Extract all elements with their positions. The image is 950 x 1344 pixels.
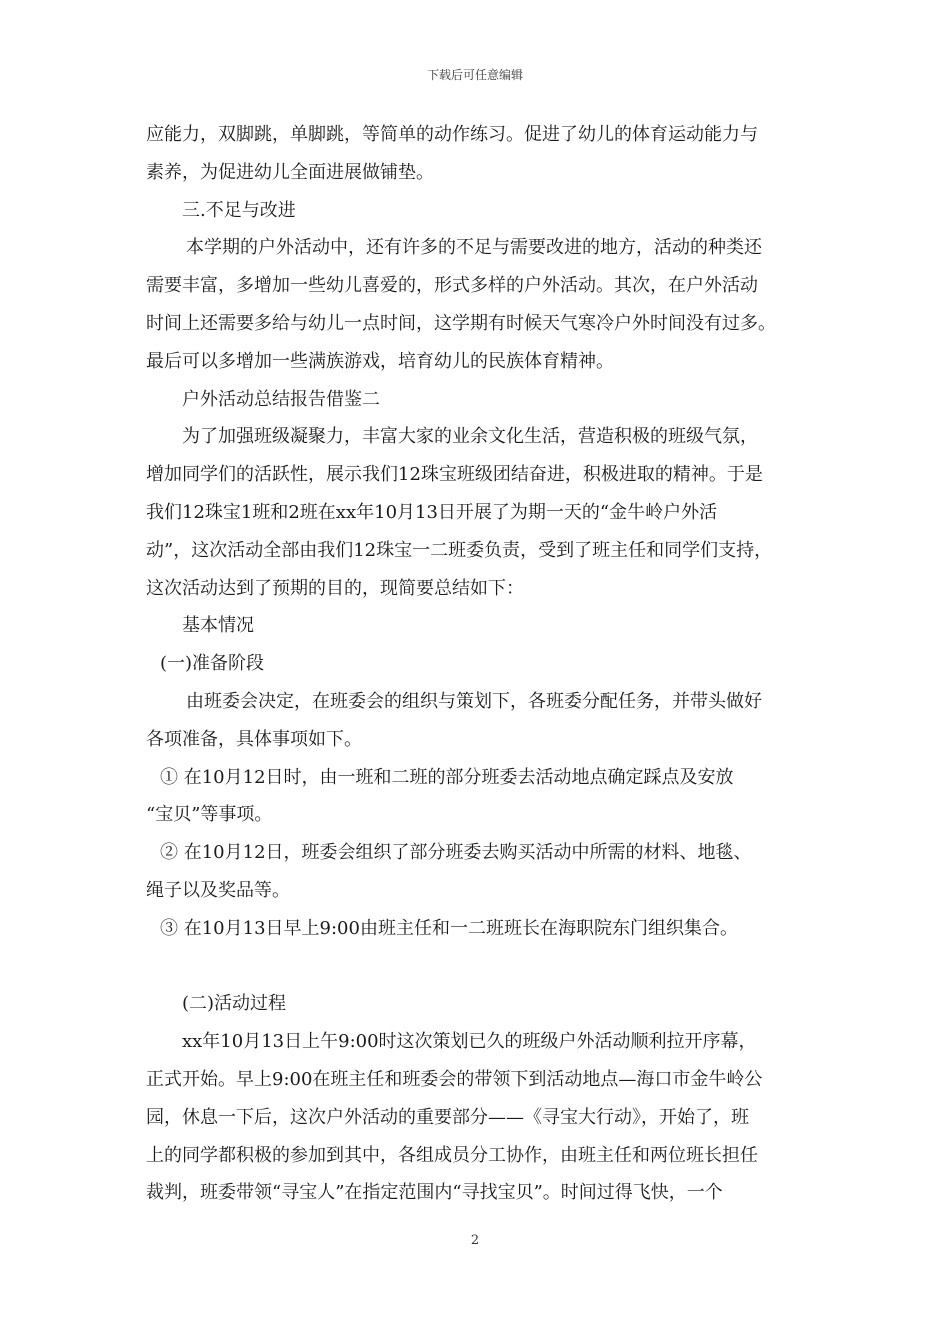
text-line: 素养，为促进幼儿全面进展做铺垫。 [146,161,434,183]
text-line: 增加同学们的活跃性，展示我们12珠宝班级团结奋进，积极进取的精神。于是 [146,464,763,486]
blank-line [146,948,806,986]
text-line: 上的同学都积极的参加到其中，各组成员分工协作，由班主任和两位班长担任 [146,1144,758,1166]
text-line: 这次活动达到了预期的目的，现简要总结如下： [146,577,524,599]
text-line: 园，休息一下后，这次户外活动的重要部分——《寻宝大行动》，开始了，班 [146,1106,749,1128]
list-item: ② 在10月12日，班委会组织了部分班委去购买活动中所需的材料、地毯、 [160,842,752,864]
document-body [146,116,806,1212]
text-line: 最后可以多增加一些满族游戏，培育幼儿的民族体育精神。 [146,350,614,372]
section-heading: (二)活动过程 [182,993,287,1015]
text-line: 正式开始。早上9:00在班主任和班委会的带领下到活动地点—海口市金牛岭公 [146,1068,763,1090]
list-item: ① 在10月12日时，由一班和二班的部分班委去活动地点确定踩点及安放 [160,766,734,788]
text-line: 本学期的户外活动中，还有许多的不足与需要改进的地方，活动的种类还 [186,237,762,259]
section-heading: (一)准备阶段 [160,653,265,675]
list-item: ③ 在10月13日早上9:00由班主任和一二班班长在海职院东门组织集合。 [160,917,738,939]
text-line: 各项准备，具体事项如下。 [146,728,362,750]
page-header: 下载后可任意编辑 [426,68,523,82]
text-line: “宝贝”等事项。 [146,804,273,826]
text-line: 动”，这次活动全部由我们12珠宝一二班委负责，受到了班主任和同学们支持， [146,539,773,561]
text-line: 裁判，班委带领“寻宝人”在指定范围内“寻找宝贝”。时间过得飞快，一个 [146,1182,723,1204]
section-heading: 三.不足与改进 [182,199,296,221]
text-line: 需要丰富，多增加一些幼儿喜爱的，形式多样的户外活动。其次，在户外活动 [146,275,758,297]
page-number: 2 [470,1233,480,1248]
text-line: 绳子以及奖品等。 [146,879,290,901]
text-line: 应能力，双脚跳，单脚跳，等简单的动作练习。促进了幼儿的体育运动能力与 [146,124,758,145]
text-line: 为了加强班级凝聚力，丰富大家的业余文化生活，营造积极的班级气氛， [182,426,758,448]
text-line: 我们12珠宝1班和2班在xx年10月13日开展了为期一天的“金牛岭户外活 [146,501,718,523]
section-heading: 户外活动总结报告借鉴二 [182,388,380,410]
section-heading: 基本情况 [182,615,254,637]
text-line: xx年10月13日上午9:00时这次策划已久的班级户外活动顺利拉开序幕， [182,1031,757,1053]
text-line: 由班委会决定，在班委会的组织与策划下，各班委分配任务，并带头做好 [186,690,762,712]
text-line: 时间上还需要多给与幼儿一点时间，这学期有时候天气寒冷户外时间没有过多。 [146,312,776,334]
